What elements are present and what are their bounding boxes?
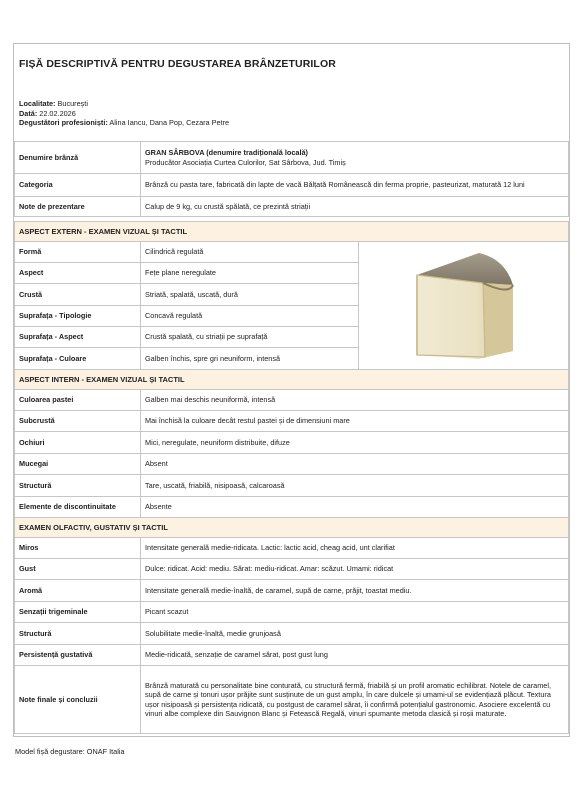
prezentare-label: Note de prezentare [15, 197, 141, 217]
section-aspect-extern: ASPECT EXTERN - EXAMEN VIZUAL ȘI TACTIL [15, 222, 569, 242]
row-value: Intensitate generală medie-ridicata. Lactic: lactic acid, cheag acid, unt clarifiat [141, 538, 569, 559]
row-value: Medie-ridicată, senzație de caramel sărat, post gust lung [141, 645, 569, 666]
row-value: Dulce: ridicat. Acid: mediu. Sărat: mediu-ridicat. Amar: scăzut. Umami: ridicat [141, 559, 569, 580]
row-value: Cilindrică regulată [141, 242, 359, 263]
row-label: Mucegai [15, 454, 141, 475]
row-label: Aspect [15, 263, 141, 284]
row-label: Subcrustă [15, 411, 141, 432]
row-value: Fețe plane neregulate [141, 263, 359, 284]
row-value: Crustă spalată, cu striații pe suprafață [141, 327, 359, 348]
denumire-label: Denumire brânză [15, 142, 141, 174]
row-value: Mici, neregulate, neuniform distribuite, difuze [141, 432, 569, 454]
prezentare-value: Calup de 9 kg, cu crustă spălată, ce prezintă striații [141, 197, 569, 217]
row-value: Galben închis, spre gri neuniform, intensă [141, 348, 359, 370]
row-label: Crustă [15, 284, 141, 306]
categoria-label: Categoria [15, 174, 141, 197]
row-value: Absente [141, 497, 569, 518]
extern-table [14, 221, 569, 370]
localitate-label: Localitate: [19, 99, 56, 108]
row-value: Concavă regulată [141, 306, 359, 327]
row-label: Structură [15, 623, 141, 645]
denumire-value [141, 142, 569, 174]
row-label: Suprafața - Aspect [15, 327, 141, 348]
row-value: Solubilitate medie-înaltă, medie grunjoasă [141, 623, 569, 645]
row-label: Ochiuri [15, 432, 141, 454]
tasting-sheet [13, 43, 570, 737]
row-label: Aromă [15, 580, 141, 602]
note-finale-label: Note finale și concluzii [15, 666, 141, 734]
note-finale-value: Brânză maturată cu personalitate bine conturată, cu structură fermă, friabilă și un profil aromatic echilibrat. Notele de caramel, supă de carne și tonuri ușor prăjite sunt susținute de un gust amplu, în care dulcele și umami-ul se evidențiază plăcut. Textura ușor nisipoasă și persistența ridicată, cu postgust de caramel sărat, îi confirmă potențialul gastronomic. Asociere excelentă cu vinuri albe complexe din Sauvignon Blanc și Fetească Regală, vinuri spumante metoda clasică și roșii maturate. [141, 666, 569, 734]
localitate-value: București [57, 99, 88, 108]
row-value: Striată, spalată, uscată, dură [141, 284, 359, 306]
row-label: Elemente de discontinuitate [15, 497, 141, 518]
row-label: Persistență gustativă [15, 645, 141, 666]
row-value: Galben mai deschis neuniformă, intensă [141, 390, 569, 411]
row-value: Absent [141, 454, 569, 475]
degustatori-value: Alina Iancu, Dana Pop, Cezara Petre [109, 118, 230, 128]
data-label: Dată: [19, 108, 38, 118]
row-label: Senzații trigeminale [15, 602, 141, 623]
meta-block [19, 99, 229, 128]
row-value: Picant scazut [141, 602, 569, 623]
row-label: Formă [15, 242, 141, 263]
row-label: Suprafața - Tipologie [15, 306, 141, 327]
categoria-value: Brânză cu pasta tare, fabricată din lapte de vacă Bălțată Românească din ferma proprie, pasteurizat, maturată 12 luni [141, 174, 569, 197]
general-table [14, 141, 569, 217]
cheese-name: GRAN SÂRBOVA (denumire tradițională locală) [145, 148, 308, 158]
row-label: Suprafața - Culoare [15, 348, 141, 370]
row-value: Intensitate generală medie-înaltă, de caramel, supă de carne, prăjit, toastat mediu. [141, 580, 569, 602]
cheese-image-cell [359, 242, 569, 370]
section-olfactiv: EXAMEN OLFACTIV, GUSTATIV ȘI TACTIL [15, 518, 569, 538]
footer-note: Model fișă degustare: ONAF Italia [15, 747, 125, 756]
row-label: Structură [15, 475, 141, 497]
olfactiv-table [14, 517, 569, 734]
cheese-producer: Producător Asociația Curtea Culorilor, Sat Sârbova, Jud. Timiș [145, 157, 346, 167]
page-title: FIȘĂ DESCRIPTIVĂ PENTRU DEGUSTAREA BRÂNZETURILOR [19, 58, 336, 70]
cheese-wedge-photo-icon [409, 245, 519, 363]
row-value: Tare, uscată, friabilă, nisipoasă, calcaroasă [141, 475, 569, 497]
row-value: Mai închisă la culoare decât restul pastei și de dimensiuni mare [141, 411, 569, 432]
row-label: Culoarea pastei [15, 390, 141, 411]
row-label: Gust [15, 559, 141, 580]
row-label: Miros [15, 538, 141, 559]
intern-table [14, 369, 569, 518]
data-value: 22.02.2026 [39, 108, 76, 118]
section-aspect-intern: ASPECT INTERN - EXAMEN VIZUAL ȘI TACTIL [15, 370, 569, 390]
degustatori-label: Degustători profesioniști: [19, 118, 108, 128]
